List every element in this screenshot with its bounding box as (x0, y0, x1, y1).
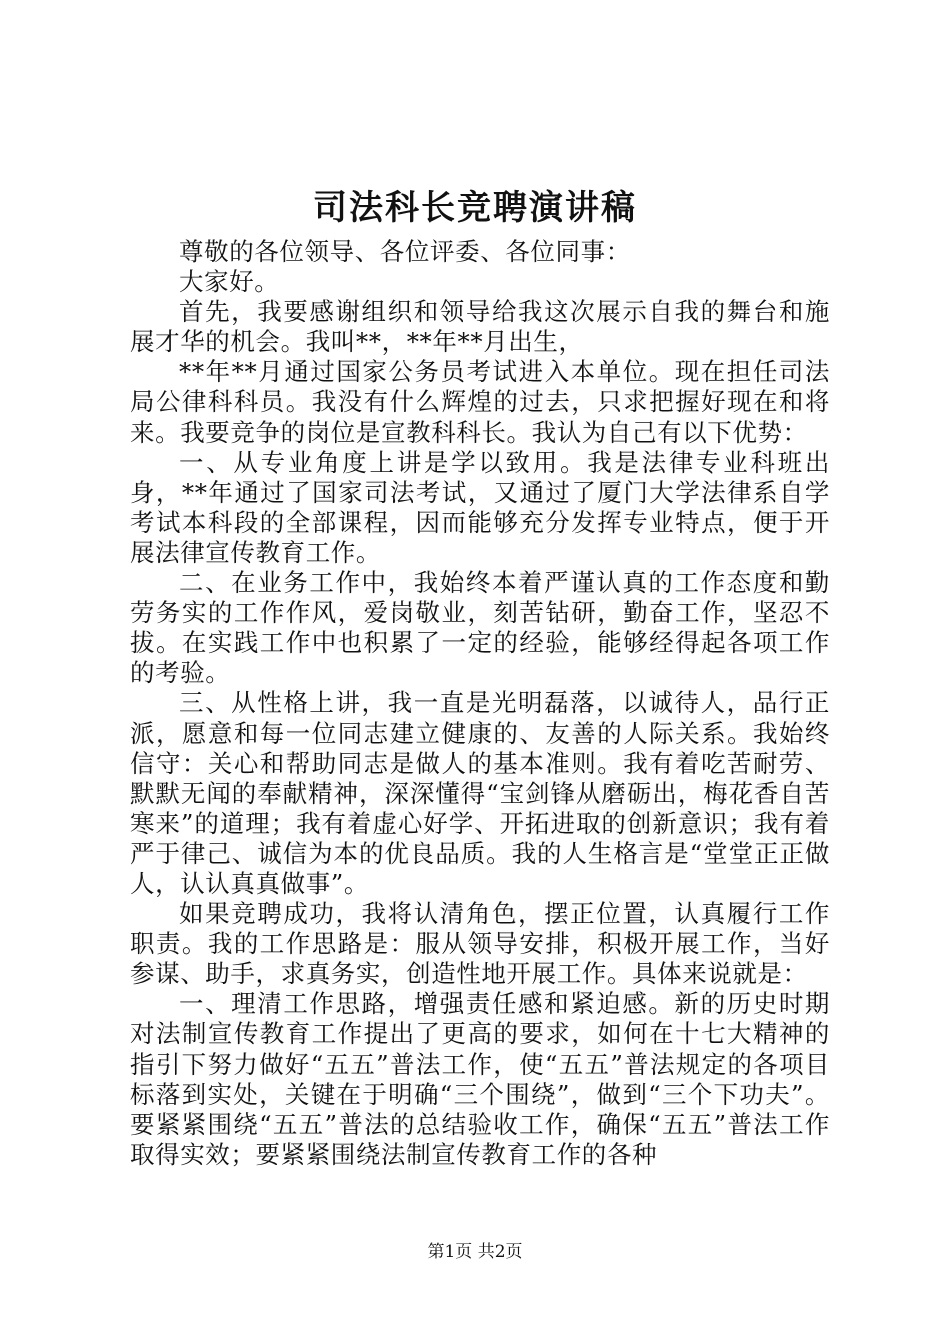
intro-paragraph: 首先，我要感谢组织和领导给我这次展示自我的舞台和施展才华的机会。我叫**，**年**月出生， (130, 297, 830, 357)
plan-one-paragraph: 一、理清工作思路，增强责任感和紧迫感。新的历史时期对法制宣传教育工作提出了更高的要求，如何在十七大精神的指引下努力做好“五五”普法工作，使“五五”普法规定的各项目标落到实处，关键在于明确“三个围绕”，做到“三个下功夫”。要紧紧围绕“五五”普法的总结验收工作，确保“五五”普法工作取得实效；要紧紧围绕法制宣传教育工作的各种 (130, 989, 830, 1169)
page-number-footer: 第1页 共2页 (427, 1242, 523, 1262)
advantage-three-paragraph: 三、从性格上讲，我一直是光明磊落，以诚待人，品行正派，愿意和每一位同志建立健康的、友善的人际关系。我始终信守：关心和帮助同志是做人的基本准则。我有着吃苦耐劳、默默无闻的奉献精神，深深懂得“宝剑锋从磨砺出，梅花香自苦寒来”的道理；我有着虚心好学、开拓进取的创新意识；我有着严于律己、诚信为本的优良品质。我的人生格言是“堂堂正正做人，认认真真做事”。 (130, 688, 830, 898)
advantage-two-paragraph: 二、在业务工作中，我始终本着严谨认真的工作态度和勤劳务实的工作作风，爱岗敬业，刻苦钻研，勤奋工作，坚忍不拔。在实践工作中也积累了一定的经验，能够经得起各项工作的考验。 (130, 568, 830, 688)
document-body (130, 237, 830, 1170)
salutation-paragraph: 尊敬的各位领导、各位评委、各位同事： (179, 237, 631, 266)
greeting-paragraph: 大家好。 (179, 267, 280, 297)
advantage-one-paragraph: 一、从专业角度上讲是学以致用。我是法律专业科班出身，**年通过了国家司法考试，又通过了厦门大学法律系自学考试本科段的全部课程，因而能够充分发挥专业特点，便于开展法律宣传教育工作。 (130, 447, 830, 567)
background-paragraph: **年**月通过国家公务员考试进入本单位。现在担任司法局公律科科员。我没有什么辉煌的过去，只求把握好现在和将来。我要竞争的岗位是宣教科科长。我认为自己有以下优势： (130, 357, 830, 447)
document-title: 司法科长竞聘演讲稿 (313, 188, 637, 228)
plan-intro-paragraph: 如果竞聘成功，我将认清角色，摆正位置，认真履行工作职责。我的工作思路是：服从领导安排，积极开展工作，当好参谋、助手，求真务实，创造性地开展工作。具体来说就是： (130, 899, 830, 989)
